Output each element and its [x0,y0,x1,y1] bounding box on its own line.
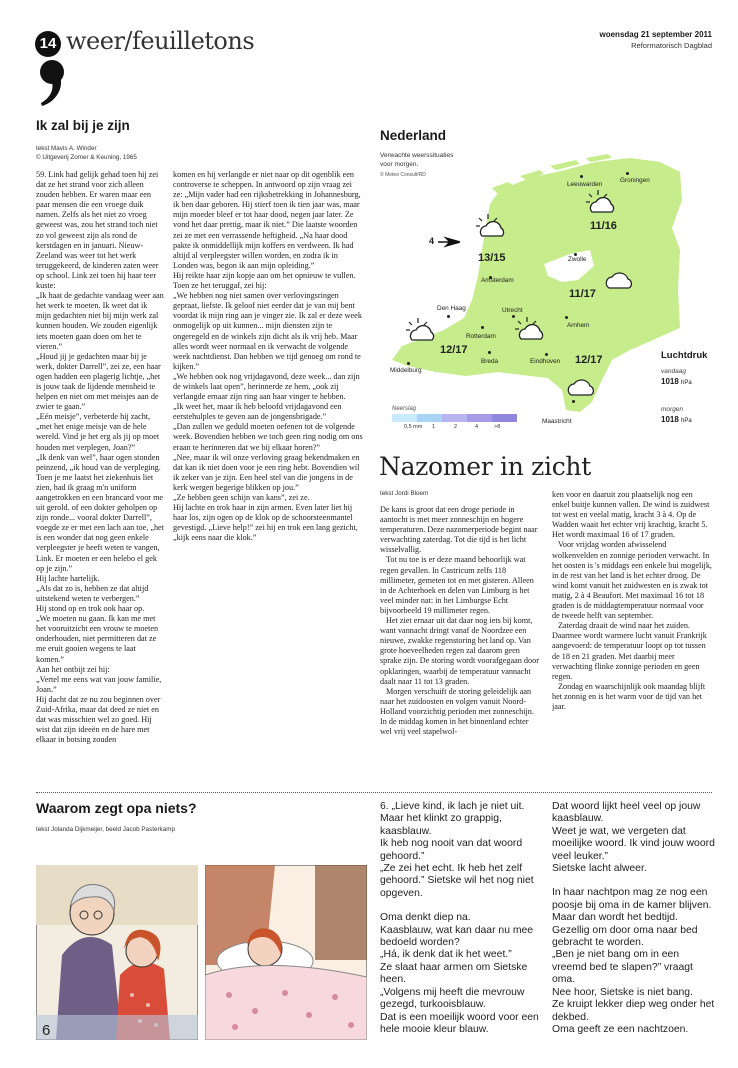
paragraph: Voor vrijdag worden afwisselend wolkenvelden en zonnige perioden verwacht. In het oosten is 's middags een enkele bui mogelijk, in de rest van het land is het echter droog. De wind komt vanuit het zuidwesten en is zwak tot matig, 2 à 4 Beaufort. Met maximaal 16 tot 18 graden is de middagtemperatuur normaal voor de tweede helft van september. [552,540,712,621]
page-number-badge [35,31,61,57]
illustration-grandma-girl [36,865,198,1040]
paragraph: Zondag en waarschijnlijk ook maandag blijft het zonnig en is het warm voor de tijd van het jaar. [552,681,706,711]
temperature-label: 11/16 [590,220,617,232]
temperature-label: 12/17 [575,354,603,366]
story-line: Gezellig om door oma naar bed gebracht te worden. [552,924,698,949]
story-line: Ze kruipt lekker diep weg onder het dekbed. [552,999,715,1023]
section-title: weer/feuilletons [66,27,255,55]
story-line: Oma denkt diep na. [380,912,471,924]
story-line: „Há, ik denk dat ik het weet.” [380,949,512,961]
paragraph: „We hebben nog niet samen over verlovingsringen gepraat, liefste. Ik geloof niet eerder dat je van mij bent voordat ik mijn ring aan je vinger zie. Ik zal er deze week onmogelijk op uit kunnen... mijn diensten zijn te ongeregeld en de winkels zijn dicht als ik vrij heb. Maar alles wordt weer normaal en ik verwacht de volgende week nachtdienst. Dan hebben we tijd genoeg om rond te kijken.” [173,291,362,371]
kids-story-title: Waarom zegt opa niets? [36,800,197,816]
paper-name: Reformatorisch Dagblad [631,41,712,50]
feuilleton-column-2 [173,170,363,775]
story-line: Weet je wat, we vergeten dat moeilijke woord. Ik vind jouw woord veel leuker.” [552,825,715,862]
story-line: In haar nachtpon mag ze nog een poosje bij oma in de kamer blijven. [552,887,712,911]
paragraph: komen en hij verlangde er niet naar op dit ogenblik een controverse te scheppen. In antwoord op zijn vraag zei ze: „Mijn vader had een rijksbetrekking in Johannesburg, ik ben daar geboren. Hij stierf toen ik tien jaar was, maar mijn moeder bleef er tot haar dood, negen jaar later. Ze vond het daar prettig, maar ik niet.” Die laatste woorden zei ze met een verrassende heftigheid. „Na haar dood pakte ik onmiddellijk mijn koffers en verdween. Ik had altijd al verpleegster willen worden, en zodra ik in Londen was, begon ik aan mijn opleiding.” [173,170,361,270]
paragraph: Hij lachte hartelijk. [36,573,100,583]
wind-force-label: 4 [429,236,435,246]
city-zwolle: Zwolle [568,256,587,263]
paragraph: 59. Link had gelijk gehad toen hij zei dat ze het strand voor zich alleen zouden hebben. Er waren maar een paar mensen die een vroege duik namen. Zelfs als het niet zo vroeg geweest was, zou het strand toch niet zo vol geweest zijn als rond de kerstdagen en in januari. Nieuw-Zeeland was weer tot het werk teruggekeerd, de kinderen zaten weer op school. Link zei toen hij haar teer kuste: [36,170,159,291]
paragraph: Hij lachte en trok haar in zijn armen. Even later liet hij haar los, zijn ogen op de klok op de schoorsteenmantel gevestigd. „Lieve help!” zei hij en trok een lang gezicht, „kijk eens naar die klok.” [173,503,358,543]
land-shape [392,158,682,412]
paragraph: „Nee, maar ik wil onze verloving graag bekendmaken en dat kan ik niet doen voor je een ring hebt. Bovendien wil ik zeker van je zijn. Een heel stel van die jongens in de kerk wergen begerige blikken op jou.” [173,452,360,492]
city-amsterdam: Amsterdam [481,277,514,284]
legend-labels [392,424,517,432]
city-groningen: Groningen [620,177,650,184]
feuilleton-column-1 [36,170,164,775]
spacer [380,900,544,912]
paragraph: „We moeten nu gaan. Ik kan me met het vooruitzicht een vrouw te moeten onderhouden, niet permitteren dat ze me eruit gooien wegens te laat komen.” [36,614,159,664]
legend-swatch [392,414,417,422]
pressure-value: 1018 [661,377,679,386]
legend-swatch [442,414,467,422]
story-line: „Volgens mij heeft die mevrouw gezegd, turkooisblauw. [380,986,525,1011]
paragraph: „Ik weet het, maar ik heb beloofd vrijdagavond een eerstehulples te geven aan de jongensbrigade.” [173,402,342,422]
kids-story-byline: tekst Jolanda Dijkmeijer, beeld Jacob Pasterkamp [36,826,175,833]
kids-story-column-2 [552,801,716,1036]
story-line: Maar het klinkt zo grappig, kaasblauw. [380,813,502,837]
sun-cloud-icon [513,315,547,345]
illustration-girl-in-bed [205,865,367,1040]
weather-article-title: Nazomer in zicht [379,452,591,481]
weather-map-credit: © Meteo Consult/RD [380,172,426,178]
weather-article-column-1 [380,505,540,775]
paragraph: Hij dacht dat ze nu zou beginnen over Zuid-Afrika, maar dat deed ze niet en dat was misschien wel zo goed. Hij wist dat zijn ideeën en de hare met elkaar in botsing zouden [36,694,161,745]
city-dot [407,362,410,365]
city-leeuwarden: Leeuwarden [567,181,603,188]
story-line: Dat is een moeilijk woord voor een hele mooie kleur blauw. [380,1011,539,1035]
temperature-label: 13/15 [478,252,506,264]
illustration-number: 6 [42,1022,51,1039]
precipitation-legend [392,406,517,432]
paragraph: Hij stond op en trok ook haar op. [36,604,145,614]
cloud-icon [603,270,635,290]
legend-swatch [417,414,442,422]
legend-label: >8 [494,424,501,430]
sun-cloud-icon [474,212,508,242]
story-line: „Ben je niet bang om in een vreemd bed te slapen?” vraagt oma. [552,949,693,986]
story-line: Nee hoor, Sietske is niet bang. [552,986,693,998]
legend-swatch [492,414,517,422]
weather-article-byline: tekst Jordi Bloem [380,490,429,497]
story-line: Maar dan wordt het bedtijd. [552,912,678,924]
netherlands-map [380,140,712,450]
kids-story-column-1 [380,801,544,1036]
story-line: Ze slaat haar armen om Sietske heen. [380,961,528,986]
legend-swatches [392,414,517,422]
legend-title: Neerslag [392,406,417,412]
sun-cloud-icon [404,316,438,346]
weather-article-column-2 [552,490,712,775]
city-dot [447,315,450,318]
legend-label: 0,5 mm [404,424,423,430]
story-line: Ik heb nog nooit van dat woord gehoord.” [380,838,523,862]
pressure-tomorrow-label: morgen [661,406,684,413]
city-eindhoven: Eindhoven [530,358,561,365]
city-breda: Breda [481,358,499,365]
city-arnhem: Arnhem [567,322,590,329]
wind-arrow-icon [438,236,460,248]
weather-map-subtitle: Verwachte weerssituaties [380,152,454,159]
story-line: Dat woord lijkt heel veel op jouw kaasblauw. [552,801,701,825]
paragraph: ken voor en daaruit zou plaatselijk nog een enkel buitje kunnen vallen. De wind is zuidwest tot west en veelal matig, kracht 3 à 4. Op de Wadden waait het echter vrij krachtig, kracht 5. Het wordt maximaal 16 of 17 graden. [552,490,710,540]
legend-label: 1 [432,424,436,430]
legend-label: 4 [475,424,479,430]
city-den-haag: Den Haag [437,305,466,312]
feuilleton-byline: tekst Mavis A. Winder [36,145,97,152]
pressure-today [661,377,692,386]
city-dot [626,172,629,175]
pressure-title: Luchtdruk [661,350,708,361]
city-dot [572,400,575,403]
paragraph: Hij reikte haar zijn kopje aan om het opnieuw te vullen. Toen ze het teruggaf, zei hij: [173,270,356,291]
feuilleton-copyright: © Uitgeverij Zomer & Keuning, 1965 [36,154,137,161]
spacer [552,875,716,887]
temperature-label: 11/17 [569,288,596,300]
pressure-value: 1018 [661,415,679,424]
legend-swatch [467,414,492,422]
paragraph: „Ik haat de gedachte vandaag weer aan het werk te moeten. Ik weet dat ik mijn gedachten niet bij mijn werk zal kunnen houden. We zouden eigenlijk iets moeten gaan doen om het te vieren.” [36,291,164,351]
comma-ornament [36,58,68,108]
paragraph: „Ze hebben geen schijn van kans”, zei ze. [173,493,310,502]
city-middelburg: Middelburg [390,367,422,374]
paragraph: Zaterdag draait de wind naar het zuiden. Daarmee wordt warmere lucht vanuit Frankrijk aangevoerd: de temperatuur loopt op tot tussen de 18 en 21 graden. Met daarbij meer verwachting flinke zonnige perioden en geen regen. [552,621,707,681]
section-divider [36,792,712,793]
pressure-unit: hPa [681,380,692,386]
page-number: 14 [39,35,57,52]
paragraph: Aan het ontbijt zei hij: [36,664,110,674]
paragraph: Tot nu toe is er deze maand behoorlijk wat regen gevallen. In Castricum zelfs 118 millimeter, gemeten tot en met gisteren. Alleen in de Achterhoek en delen van Limburg is het veel minder nat: in het Limburgse Echt bijvoorbeeld 19 millimeter regen. [380,555,534,615]
paragraph: „Dan zullen we geduld moeten oefenen tot de volgende week. Bovendien hebben we toch geen ring nodig om ons eraan te herinneren dat we bij elkaar horen?” [173,422,363,452]
paragraph: Morgen verschuift de storing geleidelijk aan naar het zuidoosten en volgen vanuit Noord-Holland voorzichtig perioden met zonneschijn. In de middag komen in het binnenland echter wel vrij veel stapelwol- [380,686,534,737]
city-maastricht: Maastricht [542,418,572,425]
page-date: woensdag 21 september 2011 [599,30,712,39]
city-dot [481,326,484,329]
story-line: Oma geeft ze een nachtzoen. [552,1023,689,1035]
cloud-icon [565,377,597,397]
sun-cloud-icon [584,188,618,218]
legend-label: 2 [454,424,458,430]
weather-map-subtitle: voor morgen. [380,161,419,168]
pressure-unit: hPa [681,418,692,424]
story-line: 6. „Lieve kind, ik lach je niet uit. [380,801,525,812]
paragraph: Het ziet ernaar uit dat daar nog iets bij komt, want vannacht dringt vanaf de Noordzee een nieuwe, zwakke regenstoring het land op. Van grote hoeveelheden regen zal daarom geen sprake zijn. De storing wordt voorafgegaan door opklaringen, waarbij de temperatuur vannacht daalt naar 11 tot 13 graden. [380,616,539,686]
city-utrecht: Utrecht [502,307,523,314]
pressure-today-label: vandaag [661,368,686,375]
paragraph: „Houd jij je gedachten maar bij je werk, dokter Darrell”, zei ze, een haar ogen hadden een plagerig lichtje, „het is jouw taak de lijdende mensheid te helpen en niet om met meisjes aan de zwier te gaan.” [36,351,161,412]
pressure-tomorrow [661,415,692,424]
story-line: Kaasblauw, wat kan daar nu mee bedoeld worden? [380,924,534,949]
story-line: Sietske lacht alweer. [552,863,647,875]
paragraph: „Als dat zo is, hebben ze dat altijd uitstekend weten te verbergen.” [36,583,149,603]
paragraph: „We hebben ook nog vrijdagavond, deze week... dan zijn de winkels laat open”, herinnerde ze hem, „ook zij verlangde ernaar zijn ring aan haar vinger te hebben. [173,371,360,402]
feuilleton-title: Ik zal bij je zijn [36,118,130,133]
weather-map-title: Nederland [380,128,447,143]
paragraph: „Eén meisje”, verbeterde hij zacht, „met het enige meisje van de hele wereld. Vind je het erg als jij op moet houden met verplegen, Joan?” [36,412,160,452]
city-dot [545,353,548,356]
paragraph: „Vertel me eens wat van jouw familie, Joan.” [36,674,162,694]
paragraph: „Ik denk van wel”, haar ogen stonden peinzend, „ik houd van de verpleging. Toen je me laatst het ziekenhuis liet zien, had ik graag m'n uniform aangetrokken en een brancard voor me uit gerold. of een dokter geholpen op zijn ronde... vooral dokter Darrell”, voegde ze er met een lach aan toe, „het is een wonder dat nog geen enkele verpleegster je heeft weten te vangen, Link. Er moeten er een helebo el gek op je zijn.” [36,452,164,573]
city-rotterdam: Rotterdam [466,333,496,340]
city-dot [488,351,491,354]
city-dot [580,175,583,178]
paragraph: De kans is groot dat een droge periode in aantocht is met meer zonneschijn en hogere temperaturen. Deze nazomerperiode begint naar verwachting zaterdag. Tot die tijd is het licht wisselvallig. [380,505,538,555]
city-dot [565,316,568,319]
story-line: „Ze zei het echt. Ik heb het zelf gehoord.” Sietske wil het nog niet opgeven. [380,863,534,899]
temperature-label: 12/17 [440,344,468,356]
